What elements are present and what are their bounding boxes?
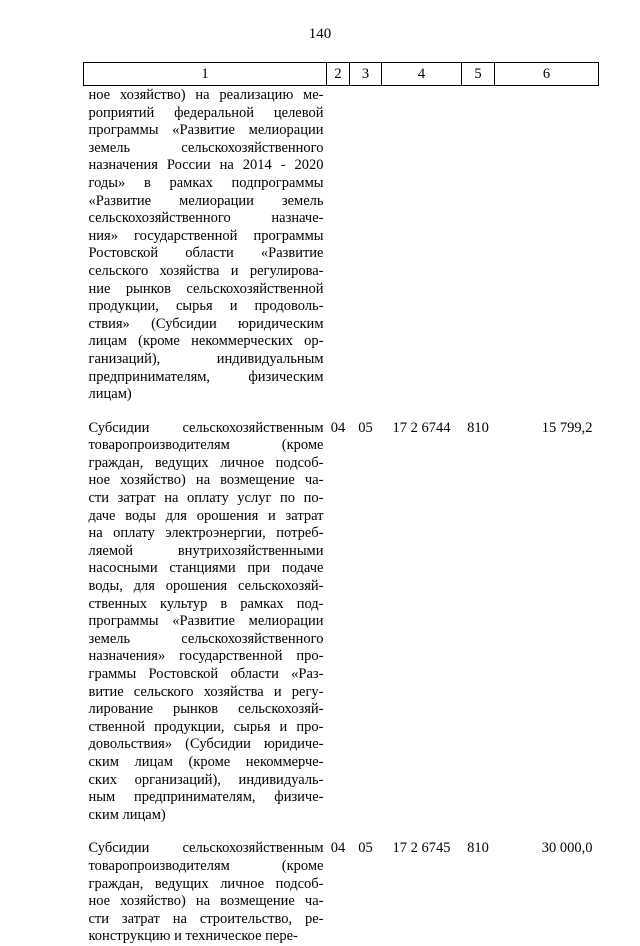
table-row [84,840,599,946]
description-line: предпринимателям, физическим [88,368,324,385]
description-line: сти затрат на строительство, ре- [88,910,324,927]
expense-type-code: 810 [467,840,489,857]
description-line: ляемой внутрихозяйственными [88,542,324,559]
description-line: программы «Развитие мелиорации [88,613,324,630]
column-header: 1 [84,63,327,86]
column-header: 2 [327,63,350,86]
amount-value: 15 799,2 [541,419,593,436]
description-line: ным предпринимателям, физиче- [88,789,324,806]
description-line: программы «Развитие мелиорации [88,122,324,139]
description-line: граждан, ведущих личное подсоб- [88,454,324,471]
description-line: ственной продукции, сырья и про- [88,718,324,735]
description-line: воды, для орошения сельскохозяй- [88,578,324,595]
amount-value [495,86,599,404]
description-line: сельского хозяйства и регулирова- [88,262,324,279]
column-header: 5 [462,63,495,86]
section-code: 04 [330,840,346,857]
column-header: 4 [382,63,462,86]
description-line: «Развитие мелиорации земель [88,192,324,209]
column-header: 6 [495,63,599,86]
description-line: ских организаций), индивидуаль- [88,771,324,788]
budget-table [83,62,599,946]
description-line: граммы Ростовской области «Раз- [88,666,324,682]
column-header: 3 [350,63,382,86]
target-article-code [382,86,462,404]
description-line: ние рынков сельскохозяйственной [88,280,324,297]
description-line: ния» государственной программы [88,227,324,244]
description-line: сельскохозяйственного назначе- [88,210,324,227]
row-spacer [84,824,599,840]
page-number: 140 [308,26,332,42]
description-line: витие сельского хозяйства и регу- [88,683,324,700]
description-line: продукции, сырья и продоволь- [88,298,324,315]
description-line: Ростовской области «Развитие [88,245,324,262]
row-description [84,420,327,825]
amount-value: 30 000,0 [541,840,593,857]
description-line: назначения» государственной про- [88,648,324,665]
section-code [327,86,350,404]
subsection-code: 05 [358,840,373,857]
description-line: даче воды для орошения и затрат [88,507,324,524]
table-header-row [84,63,599,86]
description-line: насосными станциями при подаче [88,560,324,577]
description-line: ное хозяйство) на возмещение ча- [88,472,324,489]
description-line: земель сельскохозяйственного [88,139,324,156]
description-line: ским лицам) [88,806,166,823]
target-article-code: 17 2 6744 [392,419,451,436]
description-line: лицам) [88,386,132,403]
expense-type-code: 810 [467,419,489,436]
description-line: назначения России на 2014 - 2020 [88,157,324,174]
description-line: ное хозяйство) на возмещение ча- [88,893,324,910]
description-line: на оплату электроэнергии, потреб- [88,525,324,542]
description-line: роприятий федеральной целевой [88,104,324,121]
description-line: товаропроизводителям (кроме [88,857,324,874]
description-line: Субсидии сельскохозяйственным [88,840,324,857]
description-line: ствия» (Субсидии юридическим [88,315,324,332]
description-line: конструкцию и техническое пере- [88,928,298,945]
description-line: довольствия» (Субсидии юридиче- [88,736,324,753]
section-code: 04 [330,419,346,436]
row-description [84,86,327,404]
subsection-code: 05 [358,419,373,436]
subsection-code [350,86,382,404]
row-description [84,840,327,946]
description-line: годы» в рамках подпрограммы [88,174,324,191]
description-line: ное хозяйство) на реализацию ме- [88,87,324,103]
table-row [84,420,599,825]
description-line: лицам (кроме некоммерческих ор- [88,333,324,350]
description-line: ственных культур в рамках под- [88,595,324,612]
description-line: ганизаций), индивидуальным [88,350,324,367]
table-row [84,86,599,404]
description-line: Субсидии сельскохозяйственным [88,419,324,436]
description-line: лирование рынков сельскохозяй- [88,701,324,718]
row-spacer [84,404,599,420]
description-line: граждан, ведущих личное подсоб- [88,875,324,892]
description-line: земель сельскохозяйственного [88,630,324,647]
target-article-code: 17 2 6745 [392,840,451,857]
description-line: сти затрат на оплату услуг по по- [88,490,324,507]
description-line: товаропроизводителям (кроме [88,437,324,454]
description-line: ским лицам (кроме некоммерче- [88,753,324,770]
expense-type-code [462,86,495,404]
